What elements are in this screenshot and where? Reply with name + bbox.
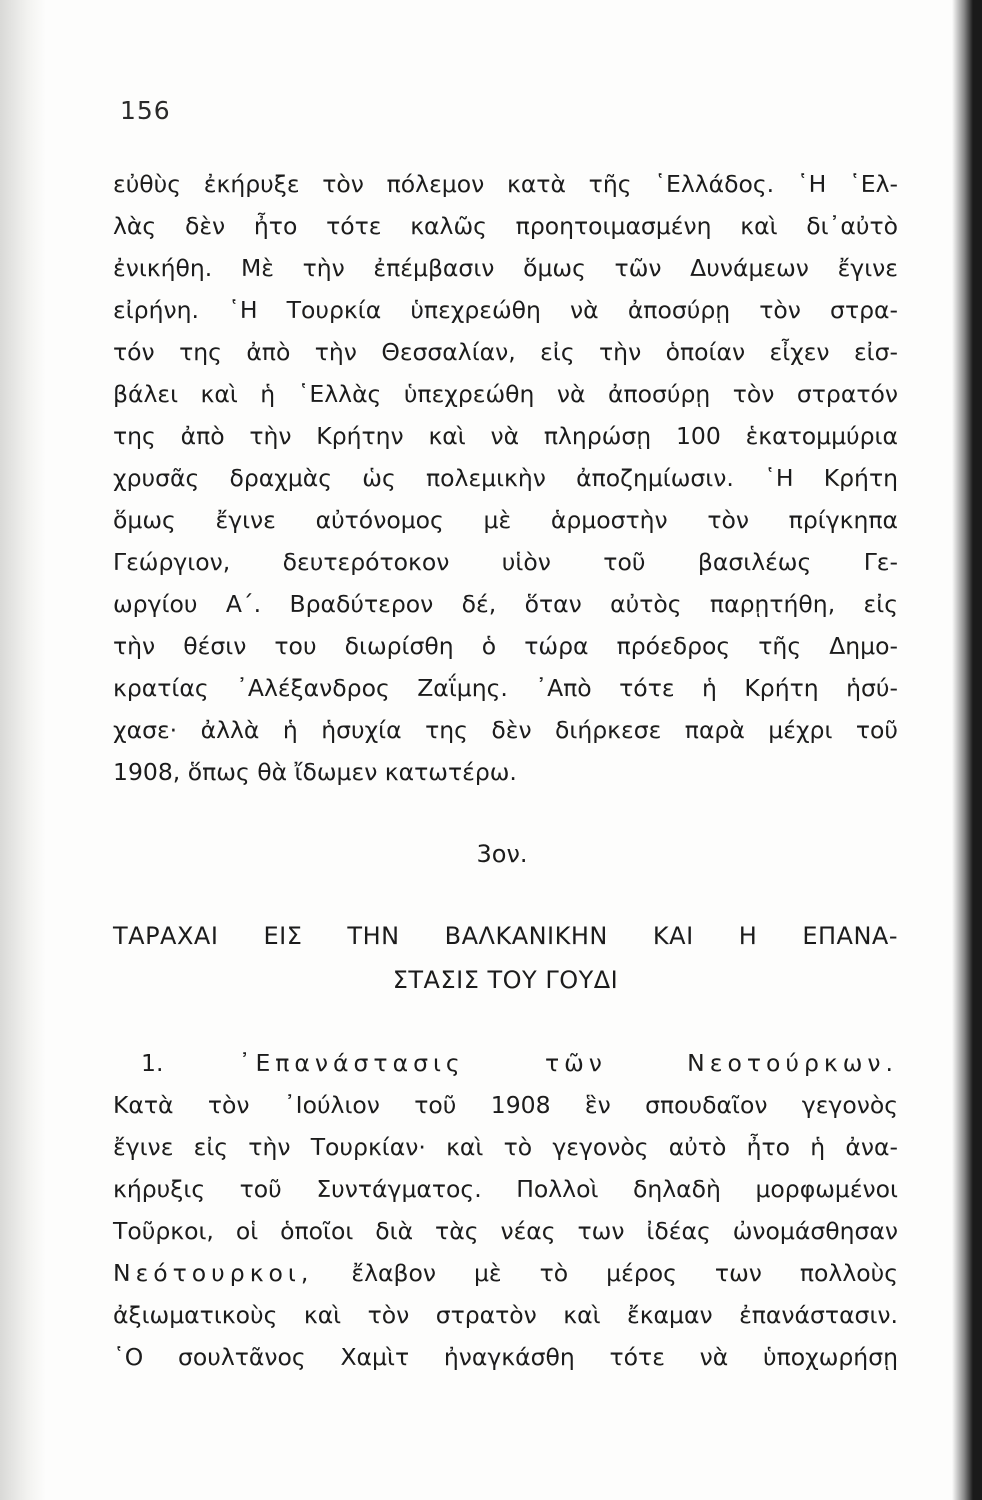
chapter-title-line: ΣΤΑΣΙΣ ΤΟΥ ΓΟΥΔΙ — [392, 966, 619, 994]
paragraph-line: Γεώργιον, δευτερότοκον υἱὸν τοῦ βασιλέως Γε- — [113, 548, 898, 576]
paragraph-line: ὅμως ἔγινε αὐτόνομος μὲ ἁρμοστὴν τὸν πρίγκηπα — [113, 506, 898, 534]
chapter-title-line: ΤΑΡΑΧΑΙ ΕΙΣ ΤΗΝ ΒΑΛΚΑΝΙΚΗΝ ΚΑΙ Η ΕΠΑΝΑ- — [113, 922, 898, 950]
neotourkoi-word: Νεότουρκοι, — [113, 1259, 314, 1287]
paragraph-line: 1908, ὅπως θὰ ἴδωμεν κατωτέρω. — [113, 758, 517, 786]
section-heading: ᾿Επανάστασις τῶν Νεοτούρκων. — [238, 1049, 898, 1077]
section-line: κήρυξις τοῦ Συντάγματος. Πολλοὶ δηλαδὴ μορφωμένοι — [113, 1175, 898, 1203]
paragraph-line: βάλει καὶ ἡ ῾Ελλὰς ὑπεχρεώθη νὰ ἀποσύρῃ τὸν στρατόν — [113, 380, 898, 408]
paragraph-line: χασε· ἀλλὰ ἡ ἡσυχία της δὲν διήρκεσε παρὰ μέχρι τοῦ — [113, 716, 898, 744]
section-line: ῾Ο σουλτᾶνος Χαμὶτ ἠναγκάσθη τότε νὰ ὑποχωρήσῃ — [113, 1343, 898, 1371]
paragraph-line: λὰς δὲν ἦτο τότε καλῶς προητοιμασμένη καὶ δι᾽αὐτὸ — [113, 212, 898, 240]
paragraph-line: χρυσᾶς δραχμὰς ὡς πολεμικὴν ἀποζημίωσιν. ῾Η Κρήτη — [113, 464, 898, 492]
page-gutter-shadow — [0, 0, 46, 1500]
paragraph-line: εἰρήνη. ῾Η Τουρκία ὑπεχρεώθη νὰ ἀποσύρῃ τὸν στρα- — [113, 296, 898, 324]
page-edge-shadow — [952, 0, 982, 1500]
section-line: Κατὰ τὸν ᾿Ιούλιον τοῦ 1908 ἓν σπουδαῖον γεγονὸς — [113, 1091, 898, 1119]
page-number: 156 — [120, 96, 171, 125]
chapter-number: 3ον. — [476, 840, 528, 868]
section-number: 1. — [141, 1049, 164, 1077]
section-line-neotourkoi — [113, 1252, 898, 1294]
paragraph-line: εὐθὺς ἐκήρυξε τὸν πόλεμον κατὰ τῆς ῾Ελλάδος. ῾Η ῾Ελ- — [113, 170, 898, 198]
paragraph-line: ωργίου Α΄. Βραδύτερον δέ, ὅταν αὐτὸς παρῃτήθη, εἰς — [113, 590, 898, 618]
paragraph-line: τόν της ἀπὸ τὴν Θεσσαλίαν, εἰς τὴν ὁποίαν εἶχεν εἰσ- — [113, 338, 898, 366]
paragraph-line: της ἀπὸ τὴν Κρήτην καὶ νὰ πληρώσῃ 100 ἑκατομμύρια — [113, 422, 898, 450]
section-paragraph — [113, 1042, 898, 1378]
section-line: Τοῦρκοι, οἱ ὁποῖοι διὰ τὰς νέας των ἰδέας ὠνομάσθησαν — [113, 1217, 898, 1245]
paragraph-line: τὴν θέσιν του διωρίσθη ὁ τώρα πρόεδρος τῆς Δημο- — [113, 632, 898, 660]
paragraph-line: κρατίας ᾿Αλέξανδρος Ζαΐμης. ᾿Απὸ τότε ἡ Κρήτη ἡσύ- — [113, 674, 898, 702]
chapter-title — [113, 914, 898, 1002]
section-heading-line — [113, 1042, 898, 1084]
neotourkoi-rest: ἔλαβον μὲ τὸ μέρος των πολλοὺς — [351, 1259, 898, 1287]
paragraph-line: ἐνικήθη. Μὲ τὴν ἐπέμβασιν ὅμως τῶν Δυνάμεων ἔγινε — [113, 254, 898, 282]
section-line: ἀξιωματικοὺς καὶ τὸν στρατὸν καὶ ἔκαμαν ἐπανάστασιν. — [113, 1301, 898, 1329]
paragraph — [113, 163, 898, 793]
section-line: ἔγινε εἰς τὴν Τουρκίαν· καὶ τὸ γεγονὸς αὐτὸ ἦτο ἡ ἀνα- — [113, 1133, 898, 1161]
